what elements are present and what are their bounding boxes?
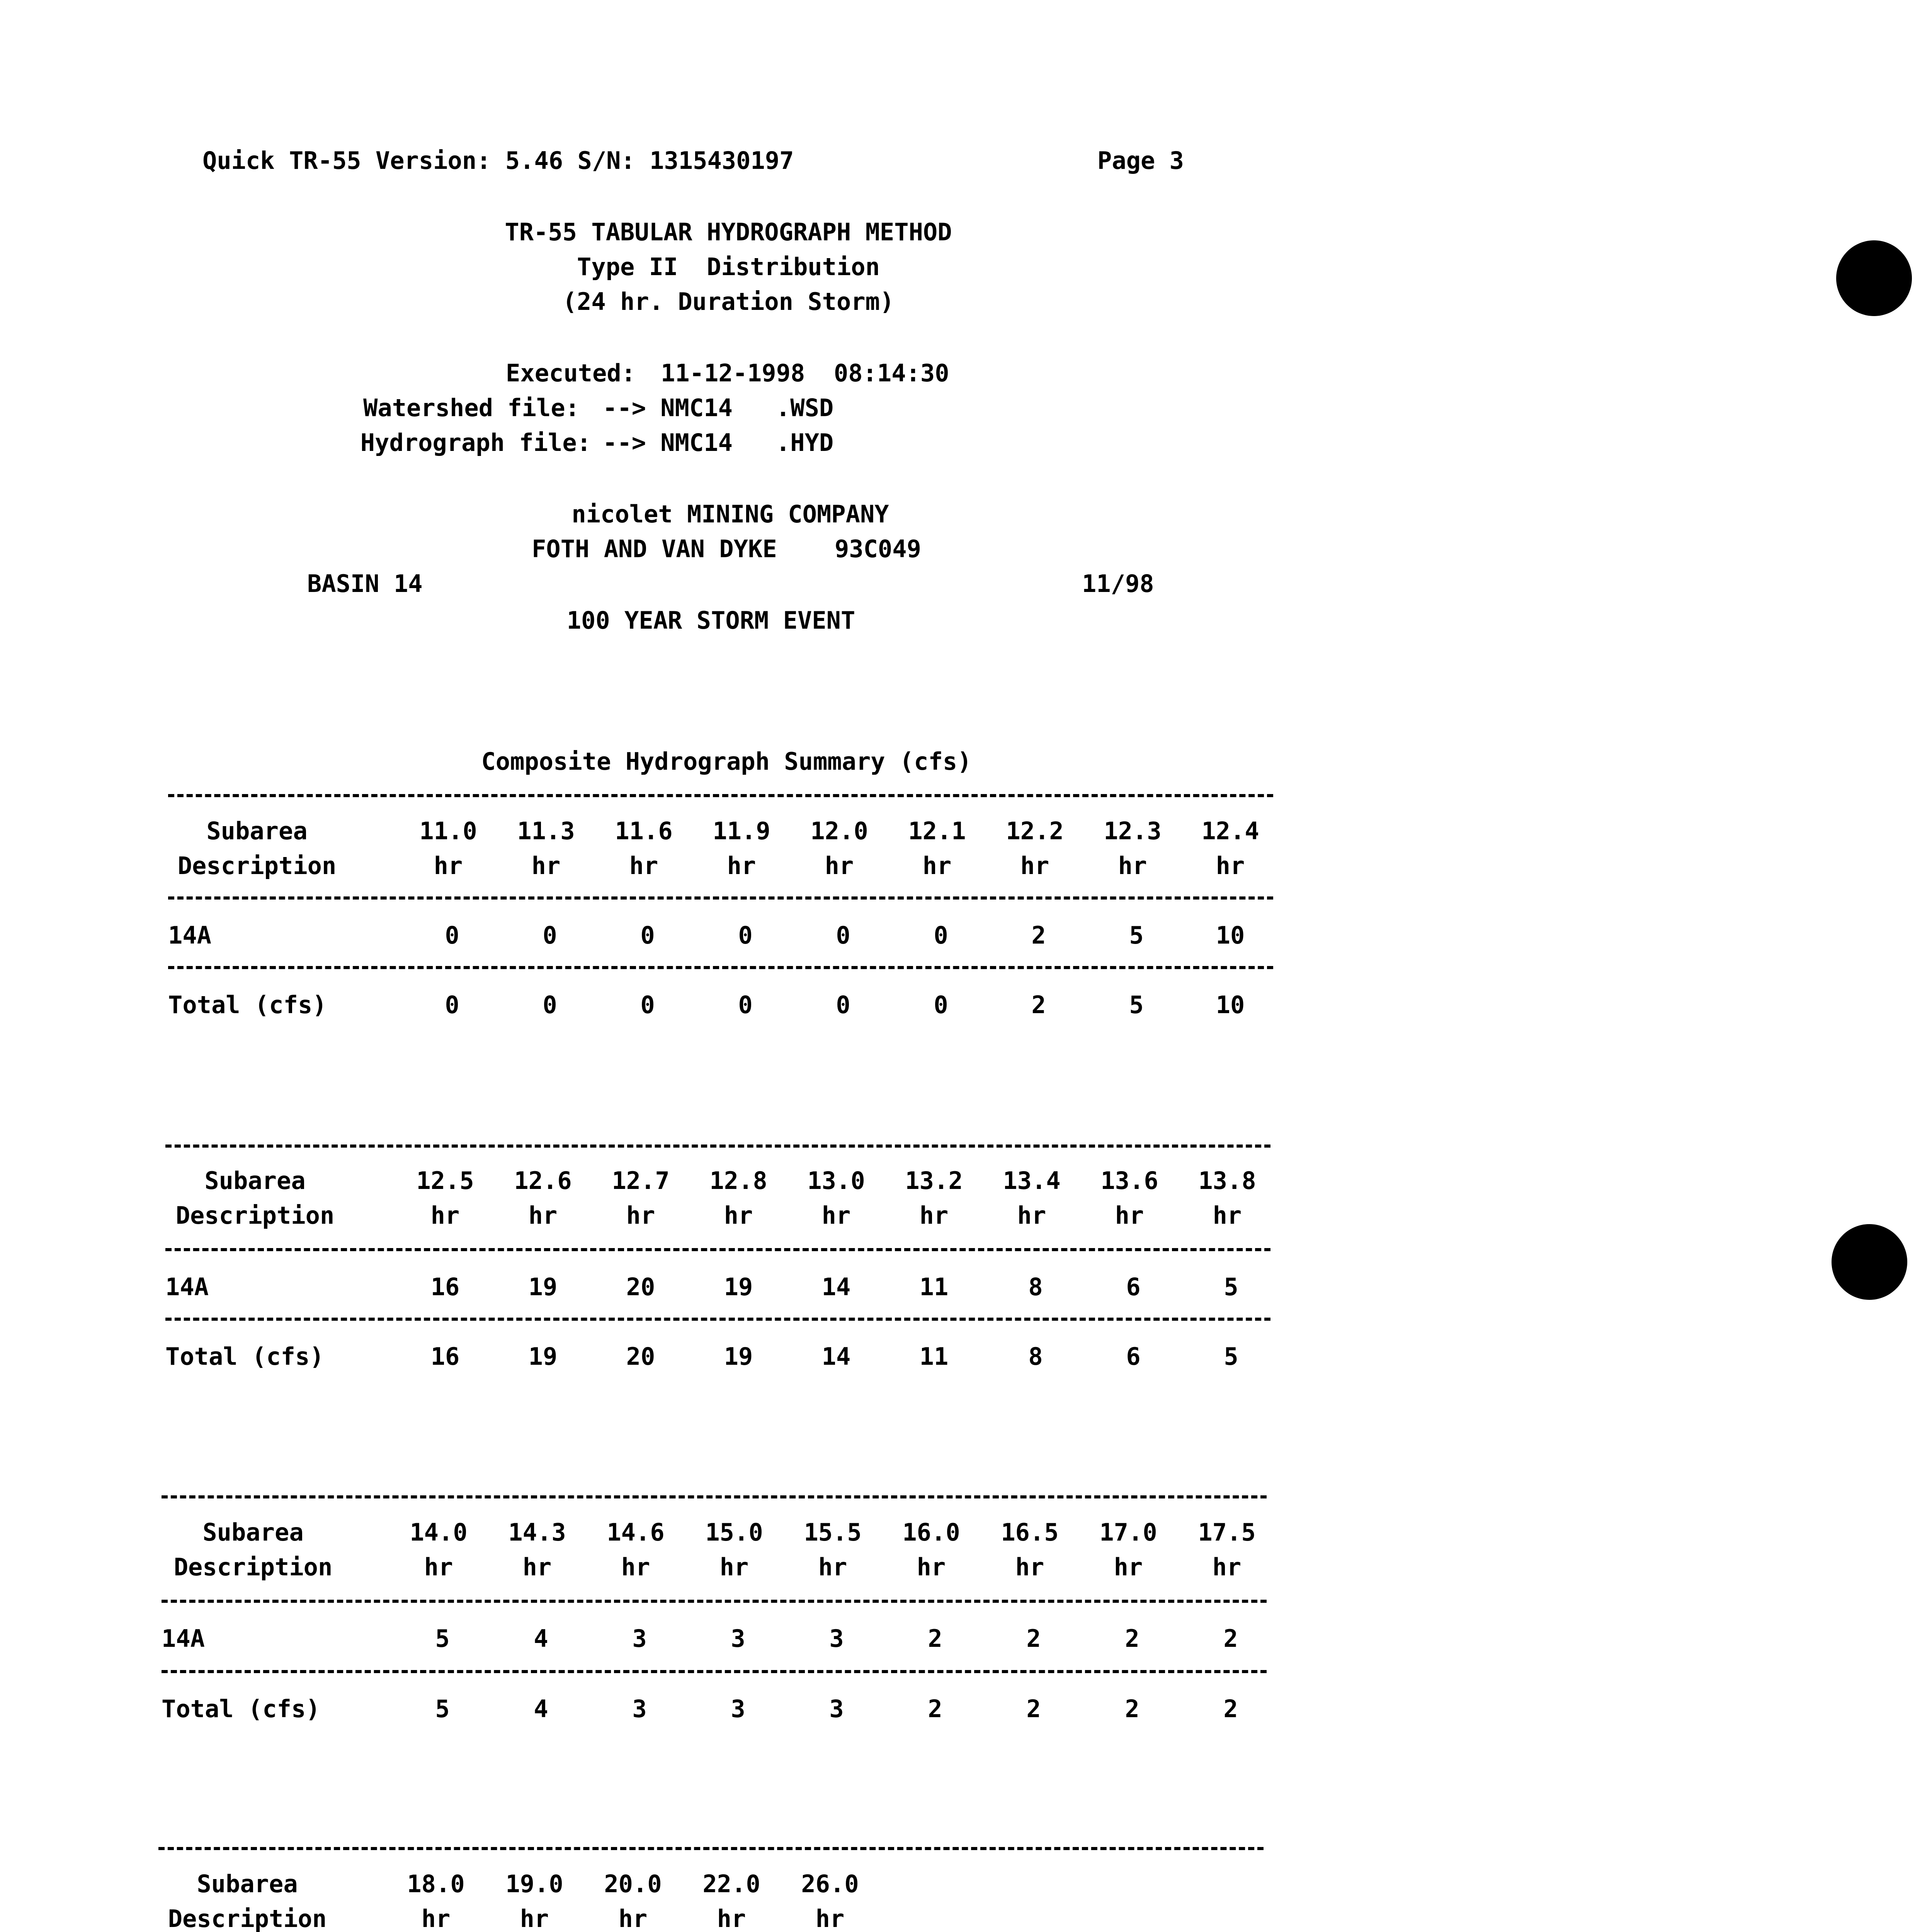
dashed-rule [168, 794, 1273, 797]
time-header: 12.5 [416, 1167, 474, 1195]
unit-label: hr [531, 852, 561, 880]
time-header: 12.2 [1006, 817, 1064, 845]
table-cell: 6 [1126, 1342, 1141, 1371]
unit-label: hr [621, 1553, 650, 1581]
table-cell: 0 [934, 991, 948, 1019]
version-line: Quick TR-55 Version: 5.46 S/N: 1315430197 [202, 146, 794, 175]
unit-label: hr [1114, 1553, 1143, 1581]
time-header: 19.0 [505, 1870, 563, 1898]
row-label: Total (cfs) [168, 991, 327, 1019]
table-cell: 2 [928, 1695, 942, 1723]
unit-label: hr [522, 1553, 552, 1581]
table-cell: 3 [829, 1695, 844, 1723]
dashed-rule [158, 1847, 1264, 1850]
table-cell: 8 [1028, 1342, 1043, 1371]
table-cell: 2 [1125, 1624, 1139, 1653]
row-label: Total (cfs) [165, 1342, 324, 1371]
table-cell: 20 [626, 1342, 655, 1371]
unit-label: hr [1213, 1201, 1242, 1230]
table-cell: 19 [724, 1273, 753, 1301]
unit-label: hr [629, 852, 658, 880]
unit-label: hr [1017, 1201, 1046, 1230]
unit-label: hr [919, 1201, 949, 1230]
table-cell: 5 [1129, 991, 1144, 1019]
table-cell: 0 [836, 991, 850, 1019]
time-header: 13.8 [1198, 1167, 1256, 1195]
method-title: TR-55 TABULAR HYDROGRAPH METHOD [505, 218, 952, 246]
unit-label: hr [1020, 852, 1049, 880]
time-header: 16.5 [1001, 1518, 1059, 1546]
unit-label: hr [818, 1553, 847, 1581]
unit-label: hr [520, 1905, 549, 1932]
unit-label: hr [424, 1553, 453, 1581]
table-cell: 0 [738, 991, 753, 1019]
table-cell: 6 [1126, 1273, 1141, 1301]
unit-label: hr [815, 1905, 845, 1932]
row-label: Total (cfs) [162, 1695, 320, 1723]
table-cell: 0 [543, 991, 557, 1019]
time-header: 11.3 [517, 817, 575, 845]
unit-label: hr [917, 1553, 946, 1581]
table-cell: 11 [919, 1273, 949, 1301]
unit-label: hr [528, 1201, 558, 1230]
table-cell: 11 [919, 1342, 949, 1371]
unit-label: hr [1115, 1201, 1144, 1230]
time-header: 12.8 [709, 1167, 767, 1195]
table-cell: 16 [430, 1273, 460, 1301]
unit-label: hr [1118, 852, 1147, 880]
table-cell: 5 [1224, 1342, 1238, 1371]
distribution-title: Type II Distribution [577, 253, 880, 281]
dashed-rule [168, 896, 1273, 900]
hydrograph-label: Hydrograph file: [360, 429, 591, 457]
time-header: 13.2 [905, 1167, 963, 1195]
time-header: 11.0 [419, 817, 477, 845]
table-cell: 2 [1026, 1624, 1041, 1653]
description-header: Description [173, 1553, 333, 1581]
unit-label: hr [825, 852, 854, 880]
table-cell: 19 [724, 1342, 753, 1371]
dashed-rule [165, 1248, 1270, 1251]
unit-label: hr [724, 1201, 753, 1230]
time-header: 12.7 [612, 1167, 670, 1195]
binder-hole [1836, 240, 1912, 316]
table-cell: 4 [534, 1624, 548, 1653]
duration-title: (24 hr. Duration Storm) [562, 287, 895, 316]
dashed-rule [162, 1600, 1267, 1603]
table-cell: 2 [928, 1624, 942, 1653]
company-name: nicolet MINING COMPANY [571, 500, 889, 528]
table-cell: 2 [1026, 1695, 1041, 1723]
watershed-value: --> NMC14 .WSD [603, 394, 834, 422]
project-date: 11/98 [1082, 570, 1154, 598]
time-header: 13.4 [1003, 1167, 1061, 1195]
unit-label: hr [430, 1201, 460, 1230]
time-header: 15.0 [705, 1518, 763, 1546]
dashed-rule [165, 1145, 1270, 1148]
description-header: Description [177, 852, 337, 880]
unit-label: hr [1216, 852, 1245, 880]
binder-hole [1832, 1224, 1907, 1300]
table-cell: 3 [632, 1695, 647, 1723]
time-header: 12.4 [1201, 817, 1259, 845]
time-header: 17.0 [1099, 1518, 1157, 1546]
table-cell: 16 [430, 1342, 460, 1371]
time-header: 14.0 [410, 1518, 468, 1546]
time-header: 26.0 [801, 1870, 859, 1898]
executed-label: Executed: [506, 359, 636, 387]
table-cell: 2 [1031, 921, 1046, 949]
basin-label: BASIN 14 [307, 570, 423, 598]
table-cell: 3 [632, 1624, 647, 1653]
table-cell: 0 [640, 921, 655, 949]
table-cell: 20 [626, 1273, 655, 1301]
table-cell: 0 [445, 921, 459, 949]
table-cell: 14 [821, 1273, 851, 1301]
engineer-line: FOTH AND VAN DYKE 93C049 [532, 535, 921, 563]
time-header: 17.5 [1198, 1518, 1256, 1546]
table-cell: 0 [640, 991, 655, 1019]
table-cell: 5 [1224, 1273, 1238, 1301]
table-cell: 8 [1028, 1273, 1043, 1301]
unit-label: hr [922, 852, 952, 880]
executed-value: 11-12-1998 08:14:30 [661, 359, 949, 387]
time-header: 13.6 [1100, 1167, 1158, 1195]
table-cell: 2 [1031, 991, 1046, 1019]
unit-label: hr [821, 1201, 851, 1230]
dashed-rule [162, 1495, 1267, 1498]
time-header: 15.5 [804, 1518, 862, 1546]
table-cell: 2 [1223, 1695, 1238, 1723]
time-header: 20.0 [604, 1870, 662, 1898]
time-header: 13.0 [807, 1167, 865, 1195]
unit-label: hr [719, 1553, 749, 1581]
table-cell: 0 [836, 921, 850, 949]
dashed-rule [168, 966, 1273, 969]
table-cell: 5 [435, 1624, 450, 1653]
table-cell: 19 [528, 1342, 558, 1371]
table-cell: 4 [534, 1695, 548, 1723]
unit-label: hr [727, 852, 756, 880]
hydrograph-value: --> NMC14 .HYD [603, 429, 834, 457]
time-header: 12.3 [1104, 817, 1162, 845]
unit-label: hr [717, 1905, 746, 1932]
time-header: 12.0 [810, 817, 868, 845]
summary-title: Composite Hydrograph Summary (cfs) [481, 747, 972, 776]
subarea-header: Subarea [197, 1870, 298, 1898]
table-cell: 0 [445, 991, 459, 1019]
time-header: 11.9 [713, 817, 770, 845]
subarea-header: Subarea [202, 1518, 304, 1546]
description-header: Description [168, 1905, 327, 1932]
table-cell: 10 [1216, 991, 1245, 1019]
time-header: 11.6 [615, 817, 673, 845]
table-cell: 5 [1129, 921, 1144, 949]
table-cell: 19 [528, 1273, 558, 1301]
unit-label: hr [626, 1201, 655, 1230]
time-header: 14.6 [607, 1518, 665, 1546]
table-cell: 3 [731, 1624, 745, 1653]
subarea-header: Subarea [206, 817, 308, 845]
table-cell: 10 [1216, 921, 1245, 949]
time-header: 12.1 [908, 817, 966, 845]
unit-label: hr [1015, 1553, 1044, 1581]
subarea-header: Subarea [204, 1167, 306, 1195]
table-cell: 0 [738, 921, 753, 949]
time-header: 14.3 [508, 1518, 566, 1546]
time-header: 16.0 [902, 1518, 960, 1546]
dashed-rule [165, 1318, 1270, 1321]
time-header: 18.0 [407, 1870, 465, 1898]
unit-label: hr [1212, 1553, 1242, 1581]
table-cell: 0 [543, 921, 557, 949]
table-cell: 0 [934, 921, 948, 949]
table-cell: 3 [829, 1624, 844, 1653]
storm-event: 100 YEAR STORM EVENT [566, 606, 855, 634]
unit-label: hr [421, 1905, 451, 1932]
description-header: Description [175, 1201, 335, 1230]
dashed-rule [162, 1670, 1267, 1673]
unit-label: hr [434, 852, 463, 880]
table-cell: 3 [731, 1695, 745, 1723]
time-header: 12.6 [514, 1167, 572, 1195]
page-label: Page 3 [1097, 146, 1184, 175]
table-cell: 2 [1125, 1695, 1139, 1723]
unit-label: hr [618, 1905, 648, 1932]
row-label: 14A [162, 1624, 205, 1653]
table-cell: 5 [435, 1695, 450, 1723]
row-label: 14A [165, 1273, 209, 1301]
watershed-label: Watershed file: [363, 394, 580, 422]
table-cell: 14 [821, 1342, 851, 1371]
row-label: 14A [168, 921, 211, 949]
time-header: 22.0 [702, 1870, 760, 1898]
table-cell: 2 [1223, 1624, 1238, 1653]
